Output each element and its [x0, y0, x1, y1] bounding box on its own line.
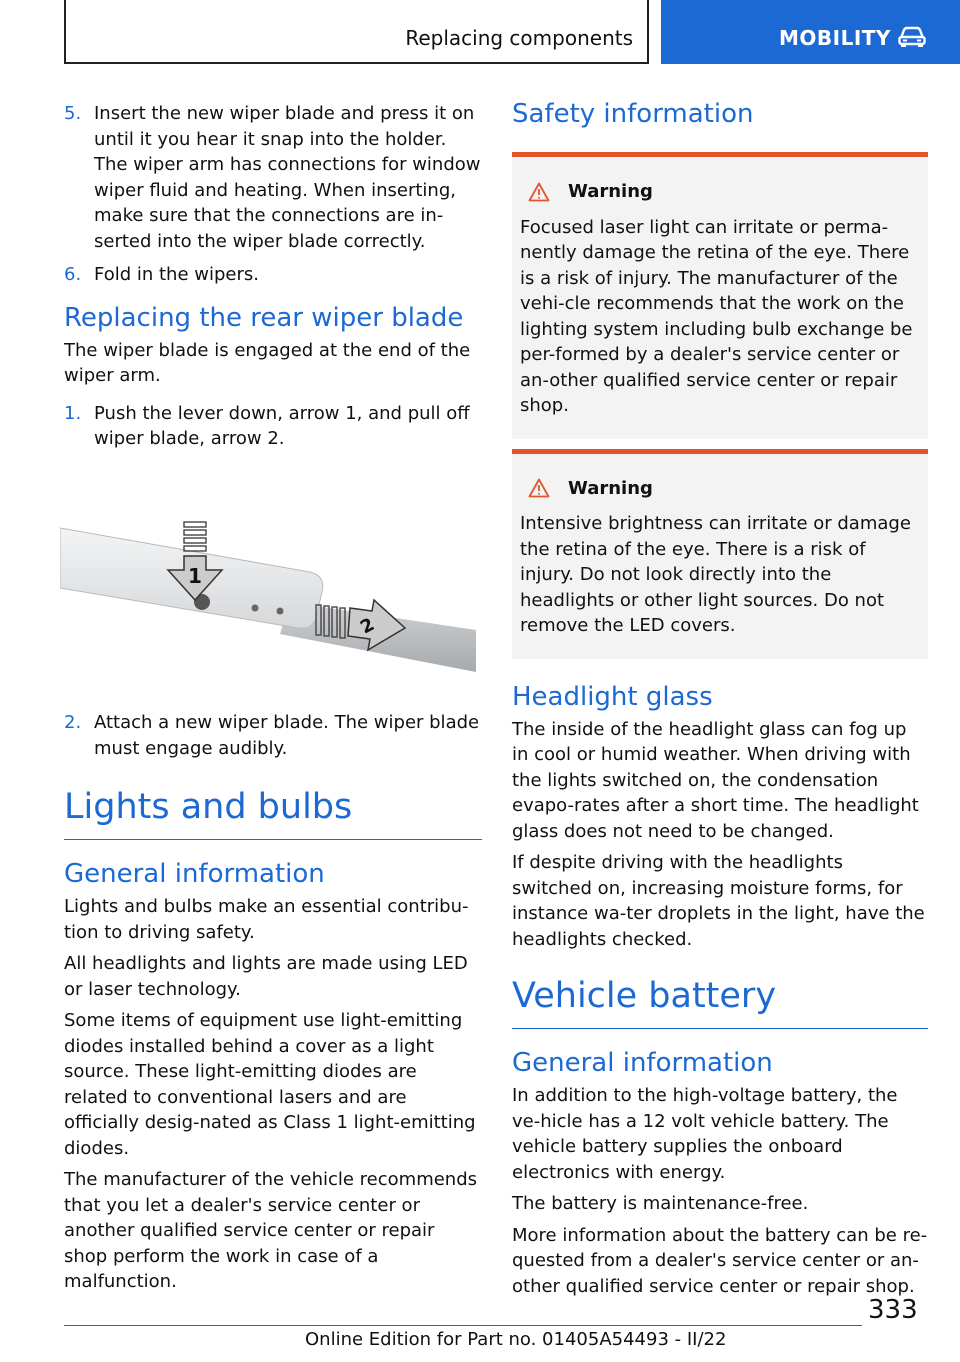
figure-label-2: 2 — [356, 613, 378, 639]
step-text: Attach a new wiper blade. The wiper blade must engage audibly. — [94, 712, 480, 759]
paragraph: All headlights and lights are made using LED or laser technology. — [64, 953, 468, 1000]
safety-heading: Safety information — [512, 99, 754, 129]
general-info-heading: General information — [64, 859, 325, 889]
chapter-tab[interactable] — [661, 0, 960, 64]
warning-header — [520, 179, 918, 205]
rear-wiper-heading: Replacing the rear wiper blade — [64, 302, 464, 333]
section-title: Replacing components — [405, 26, 633, 50]
warning-title: Warning — [568, 477, 653, 499]
heading-rule — [512, 1028, 928, 1029]
right-column — [512, 98, 928, 1305]
paragraph: If despite driving with the headlights switched on, increasing moisture forms, for instance wa-ter droplets in the light, have the headlights checked. — [512, 852, 925, 950]
step-6 — [64, 262, 482, 288]
step-text: Insert the new wiper blade and press it on until it you hear it snap into the holder. The wiper arm has connections for window wiper fluid and heating. When inserting, make sure that the connections are in-serted into the wiper blade correctly. — [94, 103, 481, 252]
footer-rule — [64, 1325, 862, 1326]
paragraph: The inside of the headlight glass can fog up in cool or humid weather. When driving with the lights switched on, the condensation evapo-rates after a short time. The headlight glass does not need to be changed. — [512, 718, 919, 842]
wiper-blade-figure — [60, 510, 476, 690]
car-icon — [898, 26, 926, 48]
rear-step-2 — [64, 710, 482, 761]
step-text: Fold in the wipers. — [94, 264, 259, 285]
battery-heading: Vehicle battery — [512, 976, 777, 1016]
paragraph: Lights and bulbs make an essential contribu-tion to driving safety. — [64, 896, 469, 943]
step-number: 2. — [64, 712, 82, 733]
footer-edition: Online Edition for Part no. 01405A54493 - II/22 — [305, 1329, 727, 1350]
chapter-title: MOBILITY — [779, 26, 891, 50]
warning-title: Warning — [568, 181, 653, 202]
step-number: 1. — [64, 402, 82, 424]
paragraph: In addition to the high-voltage battery, the ve-hicle has a 12 volt vehicle battery. The vehicle battery supplies the onboard electronics with energy. — [512, 1085, 898, 1183]
step-number: 5. — [64, 103, 82, 124]
paragraph: More information about the battery can be re-quested from a dealer's service center or an-other qualified service center or repair shop. — [512, 1224, 928, 1297]
warning-text: Intensive brightness can irritate or damage the retina of the eye. There is a risk of injury. Do not look directly into the headlights or other light sources. Do not remove the LED covers. — [520, 513, 911, 636]
step-text: Push the lever down, arrow 1, and pull off wiper blade, arrow 2. — [94, 402, 470, 449]
rear-wiper-intro: The wiper blade is engaged at the end of the wiper arm. — [64, 339, 471, 386]
step-5 — [64, 101, 482, 254]
step-number: 6. — [64, 264, 82, 285]
warning-box — [512, 449, 928, 659]
header-section-box — [64, 0, 649, 64]
rear-step-1 — [64, 401, 482, 452]
warning-header — [520, 476, 918, 502]
paragraph: The battery is maintenance-free. — [512, 1193, 809, 1214]
paragraph: Some items of equipment use light-emitting diodes installed behind a cover as a light source. These light-emitting diodes are related to conventional lasers and are officially desig-nated as Class 1 light-emitting diodes. — [64, 1010, 476, 1159]
warning-triangle-icon — [528, 182, 550, 202]
headlight-heading: Headlight glass — [512, 681, 713, 712]
warning-box — [512, 152, 928, 439]
heading-rule — [64, 839, 482, 840]
paragraph: The manufacturer of the vehicle recommends that you let a dealer's service center or another qualified service center or repair shop perform the work in case of a malfunction. — [64, 1169, 478, 1292]
left-column — [64, 101, 482, 460]
battery-general-heading: General information — [512, 1048, 773, 1078]
page-number: 333 — [868, 1295, 918, 1325]
left-column-lower — [64, 710, 482, 1301]
warning-text: Focused laser light can irritate or perma-nently damage the retina of the eye. There is a risk of injury. The manufacturer of the vehi-cle recommends that the work on the lighting system including bulb exchange be per-formed by a dealer's service center or an-other qualified service center or repair shop. — [520, 216, 913, 416]
warning-triangle-icon — [528, 478, 550, 498]
lights-heading: Lights and bulbs — [64, 787, 353, 827]
figure-label-1: 1 — [188, 564, 202, 588]
